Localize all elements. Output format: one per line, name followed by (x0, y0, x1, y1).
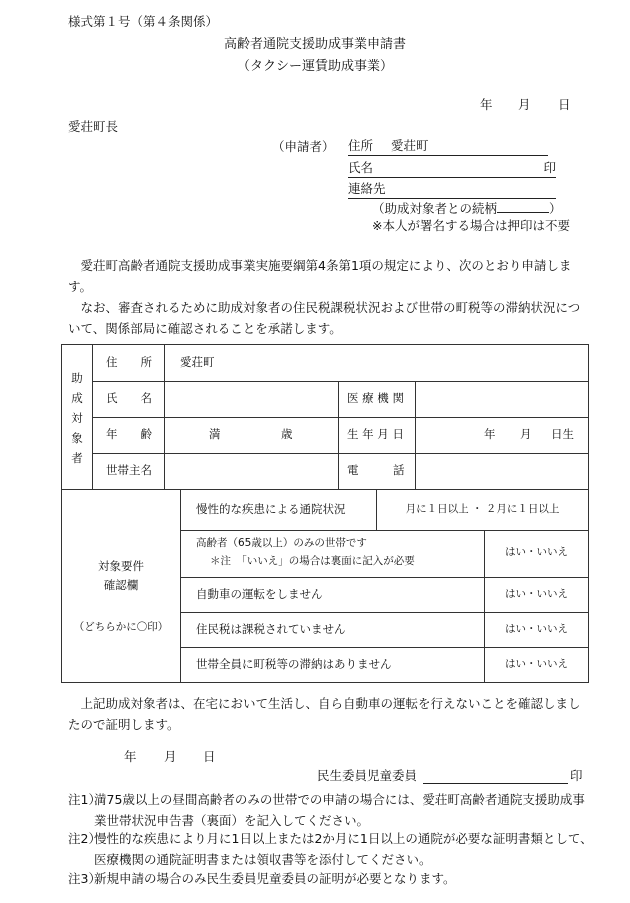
contact-label: 連絡先 (348, 181, 386, 196)
req-5-text: 世帯全員に町税等の滞納はありません (196, 657, 392, 671)
addressee: 愛荘町長 (68, 119, 119, 134)
relation-text: （助成対象者との続柄 (372, 201, 498, 216)
row-head-label: 世帯主名 (106, 463, 152, 477)
note-1-text: 満75歳以上の昼間高齢者のみの世帯での申請の場合には、愛荘町高齢者通院支援助成事業世帯状況申告書（裏面）を記入してください。 (94, 792, 585, 828)
relation-close: ） (549, 201, 562, 216)
date-month: 月 (518, 97, 531, 112)
row-birth-day: 日生 (551, 427, 574, 441)
row-birth-year: 年 (484, 427, 496, 441)
note-3 (68, 868, 593, 889)
row-address-label: 住 所 (106, 355, 152, 369)
name-label: 氏名 (348, 160, 374, 175)
note-2-text: 慢性的な疾患により月に1日以上または2か月に1日以上の通院が必要な証明書類として、医療機関の通院証明書または領収書等を添付してください。 (94, 831, 593, 867)
row-address-value[interactable]: 愛荘町 (180, 355, 215, 369)
req-4-text: 住民税は課税されていません (196, 622, 346, 636)
row-age-full: 満 (209, 427, 221, 441)
req-4-answer[interactable]: はい・いいえ (505, 623, 568, 635)
address-label: 住所 (348, 138, 374, 153)
row-birth-label: 生 年 月 日 (347, 427, 404, 441)
req-2-answer[interactable]: はい・いいえ (505, 546, 568, 558)
date-day: 日 (558, 97, 571, 112)
note-1 (68, 789, 593, 831)
row-birth-month: 月 (520, 427, 532, 441)
requirements-label-1: 対象要件 (98, 559, 144, 573)
row-phone-label: 電 話 (347, 463, 405, 477)
cert-date-year: 年 (124, 749, 137, 764)
subject-vertical-label: 助成対象者 (71, 371, 83, 465)
form-number: 様式第１号（第４条関係） (68, 14, 219, 29)
note-3-label: 注3） (68, 871, 101, 886)
cert-signature-line[interactable] (423, 782, 568, 784)
requirements-label-3: （どちらかに〇印） (73, 621, 169, 633)
intro-paragraph-1: 愛荘町高齢者通院支援助成事業実施要綱第4条第1項の規定により、次のとおり申請します。 (68, 258, 572, 294)
req-3-text: 自動車の運転をしません (196, 587, 323, 601)
certification-paragraph: 上記助成対象者は、在宅において生活し、自ら自動車の運転を行えないことを確認しましたので証明します。 (68, 696, 581, 732)
requirements-label-2: 確認欄 (103, 578, 139, 592)
req-2-text: 高齢者（65歳以上）のみの世帯です (196, 537, 367, 549)
address-value: 愛荘町 (391, 138, 429, 153)
note-2-label: 注2） (68, 831, 101, 846)
seal-note: ※本人が署名する場合は押印は不要 (372, 218, 570, 233)
req-5-answer[interactable]: はい・いいえ (505, 658, 568, 670)
row-medical-label: 医 療 機 関 (347, 391, 404, 405)
applicant-label: （申請者） (272, 139, 335, 154)
certification-text (68, 693, 588, 735)
row-age-unit: 歳 (281, 427, 293, 441)
req-1-text: 慢性的な疾患による通院状況 (196, 502, 346, 516)
note-2 (68, 828, 593, 870)
date-year: 年 (480, 97, 493, 112)
cert-signer-label: 民生委員児童委員 (317, 768, 418, 783)
cert-date-month: 月 (164, 749, 177, 764)
cert-date-day: 日 (203, 749, 216, 764)
document-title: 高齢者通院支援助成事業申請書 (223, 37, 406, 52)
document-subtitle: （タクシー運賃助成事業） (236, 59, 393, 74)
note-1-label: 注1） (68, 792, 101, 807)
row-name-label: 氏 名 (106, 391, 152, 405)
req-3-answer[interactable]: はい・いいえ (505, 588, 568, 600)
cert-seal: 印 (570, 768, 583, 783)
req-1-answer[interactable]: 月に１日以上 ・ ２月に１日以上 (405, 503, 560, 515)
intro-paragraph-2: なお、審査されるために助成対象者の住民税課税状況および世帯の町税等の滞納状況について、関係部局に確認されることを承諾します。 (68, 300, 581, 336)
req-2-note: ＊注 「いいえ」の場合は裏面に記入が必要 (210, 555, 415, 567)
row-age-label: 年 齢 (106, 427, 152, 441)
note-3-text: 新規申請の場合のみ民生委員児童委員の証明が必要となります。 (94, 871, 456, 886)
applicant-seal: 印 (543, 160, 556, 175)
